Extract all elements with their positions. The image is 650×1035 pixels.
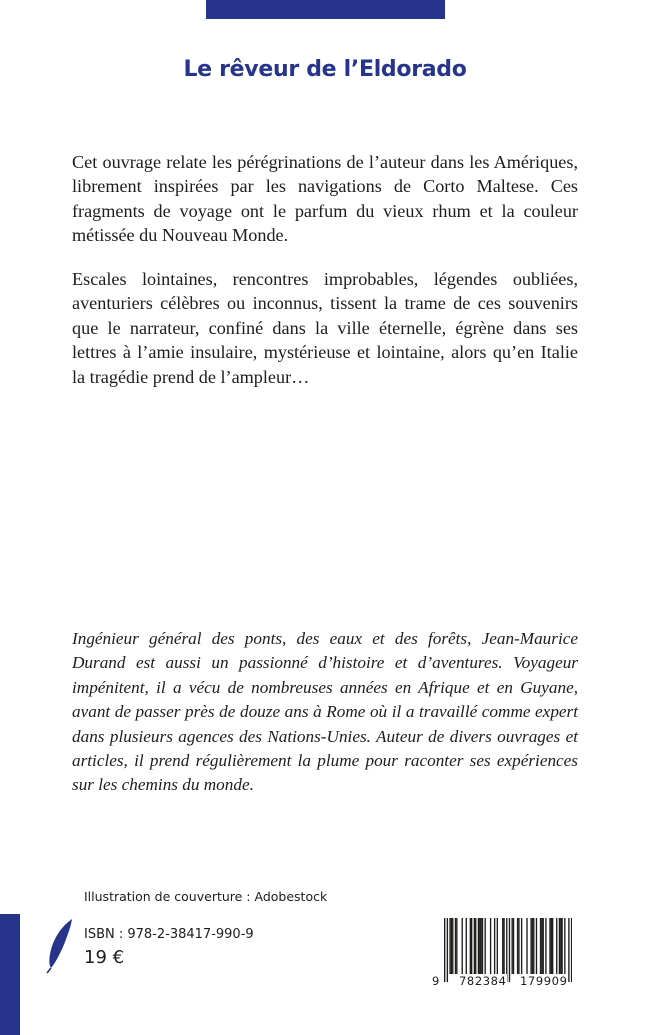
top-accent-bar (206, 0, 445, 19)
barcode-bar (560, 918, 561, 974)
barcode-bar (571, 918, 572, 982)
barcode-bar (532, 918, 533, 974)
barcode-bar (530, 918, 531, 974)
barcode-bar (521, 918, 522, 974)
barcode-first-digit: 9 (432, 974, 440, 988)
feather-quill-icon (44, 918, 76, 974)
barcode-bar (549, 918, 550, 974)
barcode-bar (543, 918, 544, 974)
barcode-bar (503, 918, 504, 974)
barcode-bar (545, 918, 546, 974)
isbn-text: ISBN : 978-2-38417-990-9 (84, 927, 254, 942)
barcode-bar (556, 918, 557, 974)
barcode-bar (526, 918, 527, 974)
barcode-bar (552, 918, 553, 974)
barcode-left-digits: 782384 (459, 974, 507, 988)
barcode-bar (470, 918, 471, 974)
barcode-bar (513, 918, 514, 974)
isbn-barcode (432, 918, 572, 990)
barcode-bar (512, 918, 513, 974)
barcode-bar (540, 918, 541, 974)
barcode-bar (533, 918, 534, 974)
barcode-bar (568, 918, 569, 982)
barcode-bar (449, 918, 450, 974)
barcode-bar (452, 918, 453, 974)
barcode-bar (480, 918, 481, 974)
barcode-bar (444, 918, 445, 982)
barcode-bar (451, 918, 452, 974)
barcode-bar (471, 918, 472, 974)
author-bio: Ingénieur général des ponts, des eaux et des forêts, Jean-Maurice Durand est aussi un passionné d’histoire et d’aventures. Voyageur impénitent, il a vécu de nombreuses années en Afrique et en Guyane, avant de passer près de douze ans à Rome où il a travaillé comme expert dans plusieurs agences des Nations-Unies. Auteur de divers ouvrages et articles, il prend régulièrement la plume pour raconter ses expériences sur les chemins du monde. (72, 629, 578, 795)
barcode-bar (536, 918, 537, 974)
barcode-bar (559, 918, 560, 974)
barcode-bar (466, 918, 467, 974)
barcode-bar (551, 918, 552, 974)
barcode-bar (494, 918, 495, 974)
barcode-bar (474, 918, 475, 974)
barcode-bar (541, 918, 542, 974)
barcode-bar (478, 918, 479, 974)
barcode-bar (564, 918, 565, 974)
blurb-paragraph-2: Escales lointaines, rencontres improbables, légendes oubliées, aventuriers célèbres ou inconnus, tissent la trame de ces souvenirs que le narrateur, confiné dans la ville éternelle, égrène dans ses lettres à l’amie insulaire, mystérieuse et lointaine, alors qu’en Italie la tragédie prend de l’ampleur… (72, 269, 578, 387)
barcode-bar (479, 918, 480, 974)
barcode-bar (482, 918, 483, 974)
barcode-bar (561, 918, 562, 974)
barcode-bar (509, 918, 510, 982)
barcode-bar (455, 918, 456, 974)
barcode-bar (497, 918, 498, 974)
barcode-bar (517, 918, 518, 974)
illustration-credit: Illustration de couverture : Adobestock (84, 889, 328, 904)
barcode-bar (506, 918, 507, 982)
barcode-bar (490, 918, 491, 974)
barcode-bar (475, 918, 476, 974)
barcode-right-digits: 179909 (520, 974, 568, 988)
book-title: Le rêveur de l’Eldorado (183, 57, 467, 82)
side-accent-bar (0, 914, 20, 1035)
barcode-bar (447, 918, 448, 982)
blurb-paragraph-1: Cet ouvrage relate les pérégrinations de l’auteur dans les Amériques, librement inspirées par les navigations de Corto Maltese. Ces fragments de voyage ont le parfum du vieux rhum et la couleur métissée du Nouveau Monde. (72, 152, 578, 246)
barcode-bar (518, 918, 519, 974)
barcode-bar (502, 918, 503, 974)
barcode-bar (485, 918, 486, 974)
price-text: 19 € (84, 947, 125, 968)
barcode-bar (456, 918, 457, 974)
barcode-bar (462, 918, 463, 974)
